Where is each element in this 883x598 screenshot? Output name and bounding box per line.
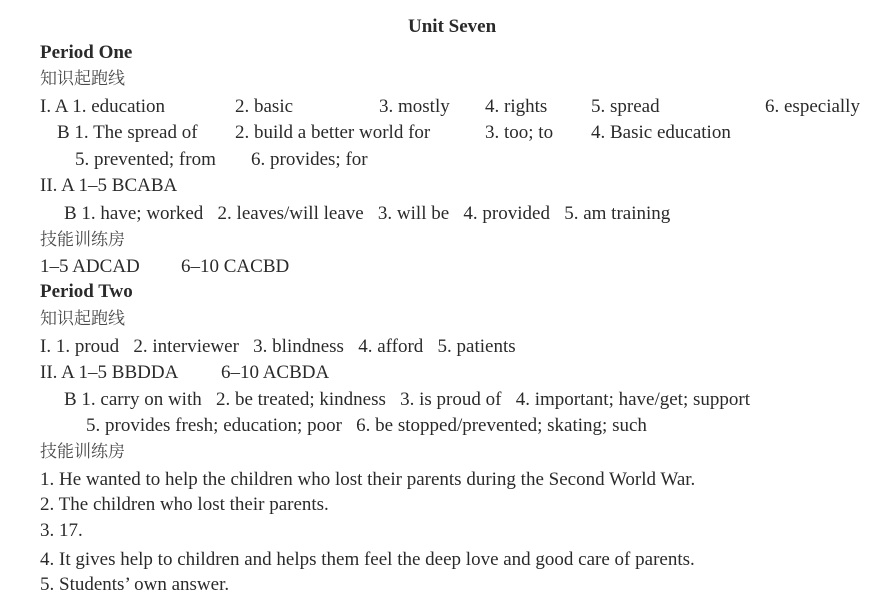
answer-row-II-A: II. A 1–5 BCABA	[40, 175, 178, 196]
answer-item: B 1. The spread of	[57, 122, 198, 143]
answer-item: 6. especially	[765, 96, 860, 117]
answer-row-II-B: B 1. carry on with 2. be treated; kindness 3. is proud of 4. important; have/get; support	[64, 389, 750, 410]
answer-row-I: I. 1. proud 2. interviewer 3. blindness 4. afford 5. patients	[40, 336, 516, 357]
answer-item: 6–10 CACBD	[181, 256, 290, 277]
answer-item: II. A 1–5 BBDDA	[40, 362, 179, 383]
answer-row-I-A	[40, 96, 880, 118]
answer-item: 5. prevented; from	[75, 149, 216, 170]
answer-item: 3. mostly	[379, 96, 450, 117]
answer-row-II-B: B 1. have; worked 2. leaves/will leave 3. will be 4. provided 5. am training	[64, 203, 671, 224]
answer-line: 1. He wanted to help the children who lost their parents during the Second World War.	[40, 469, 696, 490]
answer-item: 2. basic	[235, 96, 294, 117]
section-heading-skills: 技能训练房	[40, 442, 125, 462]
answer-item: 2. build a better world for	[235, 122, 431, 143]
answer-item: 1–5 ADCAD	[40, 256, 140, 277]
answer-row-skills	[40, 256, 440, 278]
answer-row-II-A	[40, 362, 440, 384]
period-two-heading: Period Two	[40, 281, 133, 302]
answer-row-I-B	[57, 122, 877, 144]
section-heading-knowledge: 知识起跑线	[40, 69, 125, 89]
answer-item: I. A 1. education	[40, 96, 166, 117]
section-heading-knowledge: 知识起跑线	[40, 309, 125, 329]
period-one-heading: Period One	[40, 42, 133, 63]
answer-item: 6–10 ACBDA	[221, 362, 330, 383]
answer-item: 4. rights	[485, 96, 548, 117]
answer-row-I-B-cont	[75, 149, 475, 171]
answer-item: 4. Basic education	[591, 122, 731, 143]
answer-line: 2. The children who lost their parents.	[40, 494, 329, 515]
answer-line: 3. 17.	[40, 520, 83, 541]
answer-line: 5. Students’ own answer.	[40, 574, 230, 595]
section-heading-skills: 技能训练房	[40, 230, 125, 250]
answer-line: 4. It gives help to children and helps them feel the deep love and good care of parents.	[40, 549, 695, 570]
page-title: Unit Seven	[408, 16, 497, 37]
answer-row-II-B-cont: 5. provides fresh; education; poor 6. be stopped/prevented; skating; such	[86, 415, 647, 436]
answer-item: 5. spread	[591, 96, 660, 117]
answer-item: 3. too; to	[485, 122, 554, 143]
answer-item: 6. provides; for	[251, 149, 368, 170]
